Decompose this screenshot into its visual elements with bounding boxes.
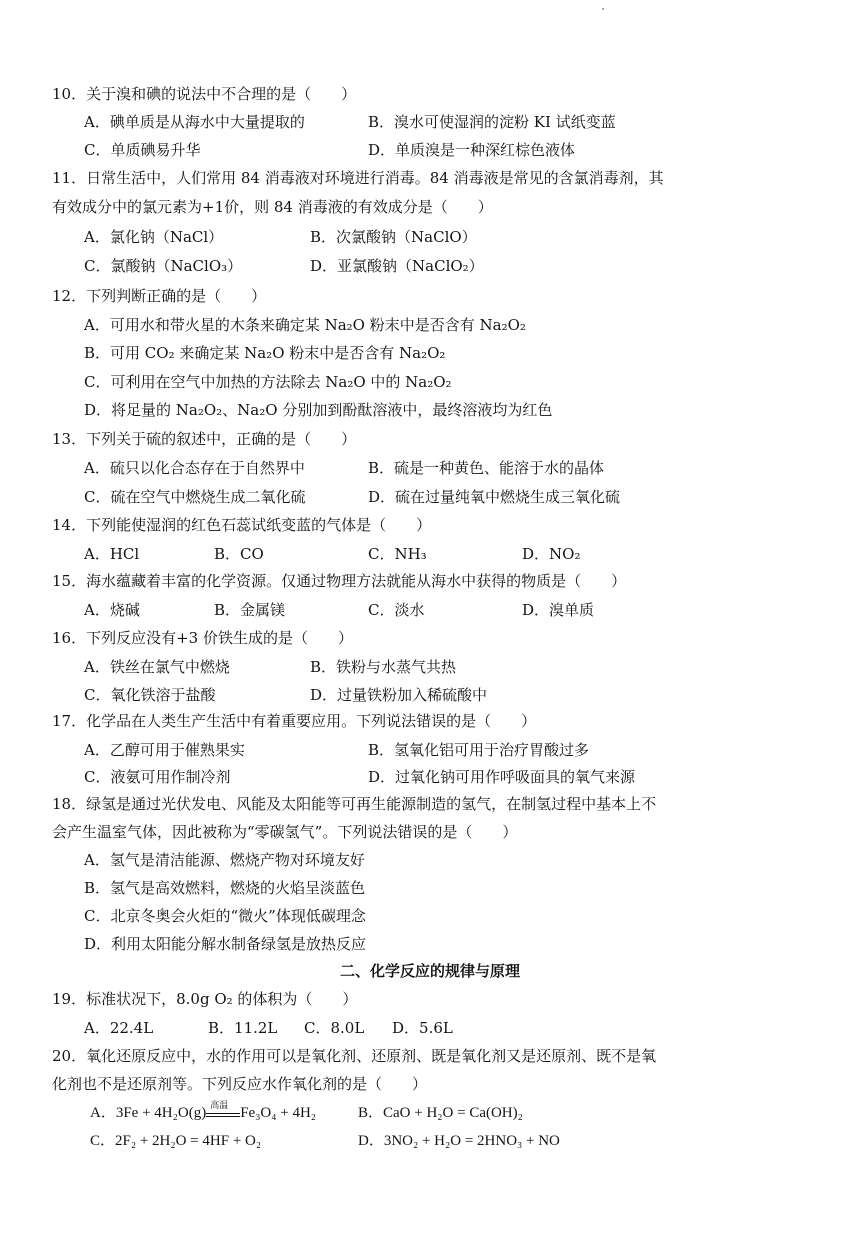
question-15: 15．海水蕴藏着丰富的化学资源。仅通过物理方法就能从海水中获得的物质是（ ） — [52, 572, 627, 590]
q20-option-a — [90, 1100, 317, 1123]
q13-option-d: D．硫在过量纯氧中燃烧生成三氧化硫 — [368, 488, 621, 506]
question-20-line-1: 20．氧化还原反应中，水的作用可以是氧化剂、还原剂、既是氧化剂又是还原剂、既不是氧 — [52, 1047, 657, 1065]
question-12: 12．下列判断正确的是（ ） — [52, 287, 267, 305]
q11-option-a: A．氯化钠（NaCl） — [84, 228, 224, 246]
q17-option-a: A．乙醇可用于催熟果实 — [84, 741, 245, 759]
q16-option-d: D．过量铁粉加入稀硫酸中 — [310, 686, 488, 704]
question-19: 19．标准状况下，8.0g O₂ 的体积为（ ） — [52, 990, 358, 1008]
q15-option-b: B．金属镁 — [214, 601, 286, 619]
q14-option-d: D．NO₂ — [522, 545, 581, 563]
q10-option-c: C．单质碘易升华 — [84, 141, 201, 159]
q16-option-c: C．氧化铁溶于盐酸 — [84, 686, 216, 704]
question-13: 13．下列关于硫的叙述中，正确的是（ ） — [52, 430, 357, 448]
question-10: 10．关于溴和碘的说法中不合理的是（ ） — [52, 85, 357, 103]
q20-option-c: C．2F₂ + 2H₂O = 4HF + O₂ — [90, 1133, 262, 1149]
question-18-line-2: 会产生温室气体，因此被称为“零碳氢气”。下列说法错误的是（ ） — [52, 823, 518, 841]
q10-option-b: B．溴水可使湿润的淀粉 KI 试纸变蓝 — [368, 113, 616, 131]
condition-label: 高温 — [210, 1100, 229, 1110]
q19-option-c: C．8.0L — [304, 1019, 365, 1037]
q20-option-b: B．CaO + H₂O = Ca(OH)₂ — [358, 1105, 523, 1121]
q13-option-b: B．硫是一种黄色、能溶于水的晶体 — [368, 459, 605, 477]
q15-option-a: A．烧碱 — [84, 601, 140, 619]
q18-option-b: B．氢气是高效燃料，燃烧的火焰呈淡蓝色 — [84, 879, 366, 897]
q11-option-d: D．亚氯酸钠（NaClO₂） — [310, 257, 484, 275]
q19-option-d: D．5.6L — [392, 1019, 453, 1037]
q17-option-c: C．液氨可用作制冷剂 — [84, 768, 231, 786]
q12-option-c: C．可利用在空气中加热的方法除去 Na₂O 中的 Na₂O₂ — [84, 373, 452, 391]
q14-option-a: A．HCl — [84, 545, 140, 563]
q11-option-c: C．氯酸钠（NaClO₃） — [84, 257, 243, 275]
question-18-line-1: 18．绿氢是通过光伏发电、风能及太阳能等可再生能源制造的氢气，在制氢过程中基本上不 — [52, 795, 657, 813]
question-16: 16．下列反应没有+3 价铁生成的是（ ） — [52, 629, 353, 647]
q18-option-a: A．氢气是清洁能源、燃烧产物对环境友好 — [84, 851, 365, 869]
q20-option-d: D．3NO₂ + H₂O = 2HNO₃ + NO — [358, 1133, 560, 1149]
question-17: 17．化学品在人类生产生活中有着重要应用。下列说法错误的是（ ） — [52, 712, 537, 730]
scan-speck — [590, 6, 608, 12]
q12-option-d: D．将足量的 Na₂O₂、Na₂O 分别加到酚酞溶液中，最终溶液均为红色 — [84, 401, 553, 419]
q14-option-c: C．NH₃ — [368, 545, 427, 563]
q17-option-b: B．氢氧化铝可用于治疗胃酸过多 — [368, 741, 590, 759]
q19-option-a: A．22.4L — [84, 1019, 154, 1037]
q16-option-a: A．铁丝在氯气中燃烧 — [84, 658, 230, 676]
section-heading: 二、化学反应的规律与原理 — [339, 962, 520, 980]
q12-option-a: A．可用水和带火星的木条来确定某 Na₂O 粉末中是否含有 Na₂O₂ — [84, 316, 526, 334]
q18-option-c: C．北京冬奥会火炬的“微火”体现低碳理念 — [84, 907, 366, 925]
q10-option-a: A．碘单质是从海水中大量提取的 — [84, 113, 305, 131]
q11-option-b: B．次氯酸钠（NaClO） — [310, 228, 477, 246]
q13-option-c: C．硫在空气中燃烧生成二氧化硫 — [84, 488, 306, 506]
q19-option-b: B．11.2L — [208, 1019, 278, 1037]
q12-option-b: B．可用 CO₂ 来确定某 Na₂O 粉末中是否含有 Na₂O₂ — [84, 344, 446, 362]
q20-option-a-right: Fe₃O₄ + 4H₂ — [240, 1105, 317, 1121]
question-11-line-1: 11．日常生活中，人们常用 84 消毒液对环境进行消毒。84 消毒液是常见的含氯消毒剂，其 — [52, 169, 664, 187]
q15-option-c: C．淡水 — [368, 601, 425, 619]
q17-option-d: D．过氧化钠可用作呼吸面具的氧气来源 — [368, 768, 636, 786]
q14-option-b: B．CO — [214, 545, 264, 563]
q20-option-a-left: 3Fe + 4H₂O(g) — [115, 1105, 207, 1121]
q15-option-d: D．溴单质 — [522, 601, 595, 619]
high-temp-condition — [206, 1100, 240, 1123]
q20-option-a-letter: A． — [90, 1105, 116, 1121]
q13-option-a: A．硫只以化合态存在于自然界中 — [84, 459, 305, 477]
question-14: 14．下列能使湿润的红色石蕊试纸变蓝的气体是（ ） — [52, 516, 432, 534]
q18-option-d: D．利用太阳能分解水制备绿氢是放热反应 — [84, 935, 367, 953]
question-11-line-2: 有效成分中的氯元素为+1价，则 84 消毒液的有效成分是（ ） — [52, 198, 493, 216]
q16-option-b: B．铁粉与水蒸气共热 — [310, 658, 457, 676]
q10-option-d: D．单质溴是一种深红棕色液体 — [368, 141, 576, 159]
question-20-line-2: 化剂也不是还原剂等。下列反应水作氧化剂的是（ ） — [52, 1075, 428, 1093]
